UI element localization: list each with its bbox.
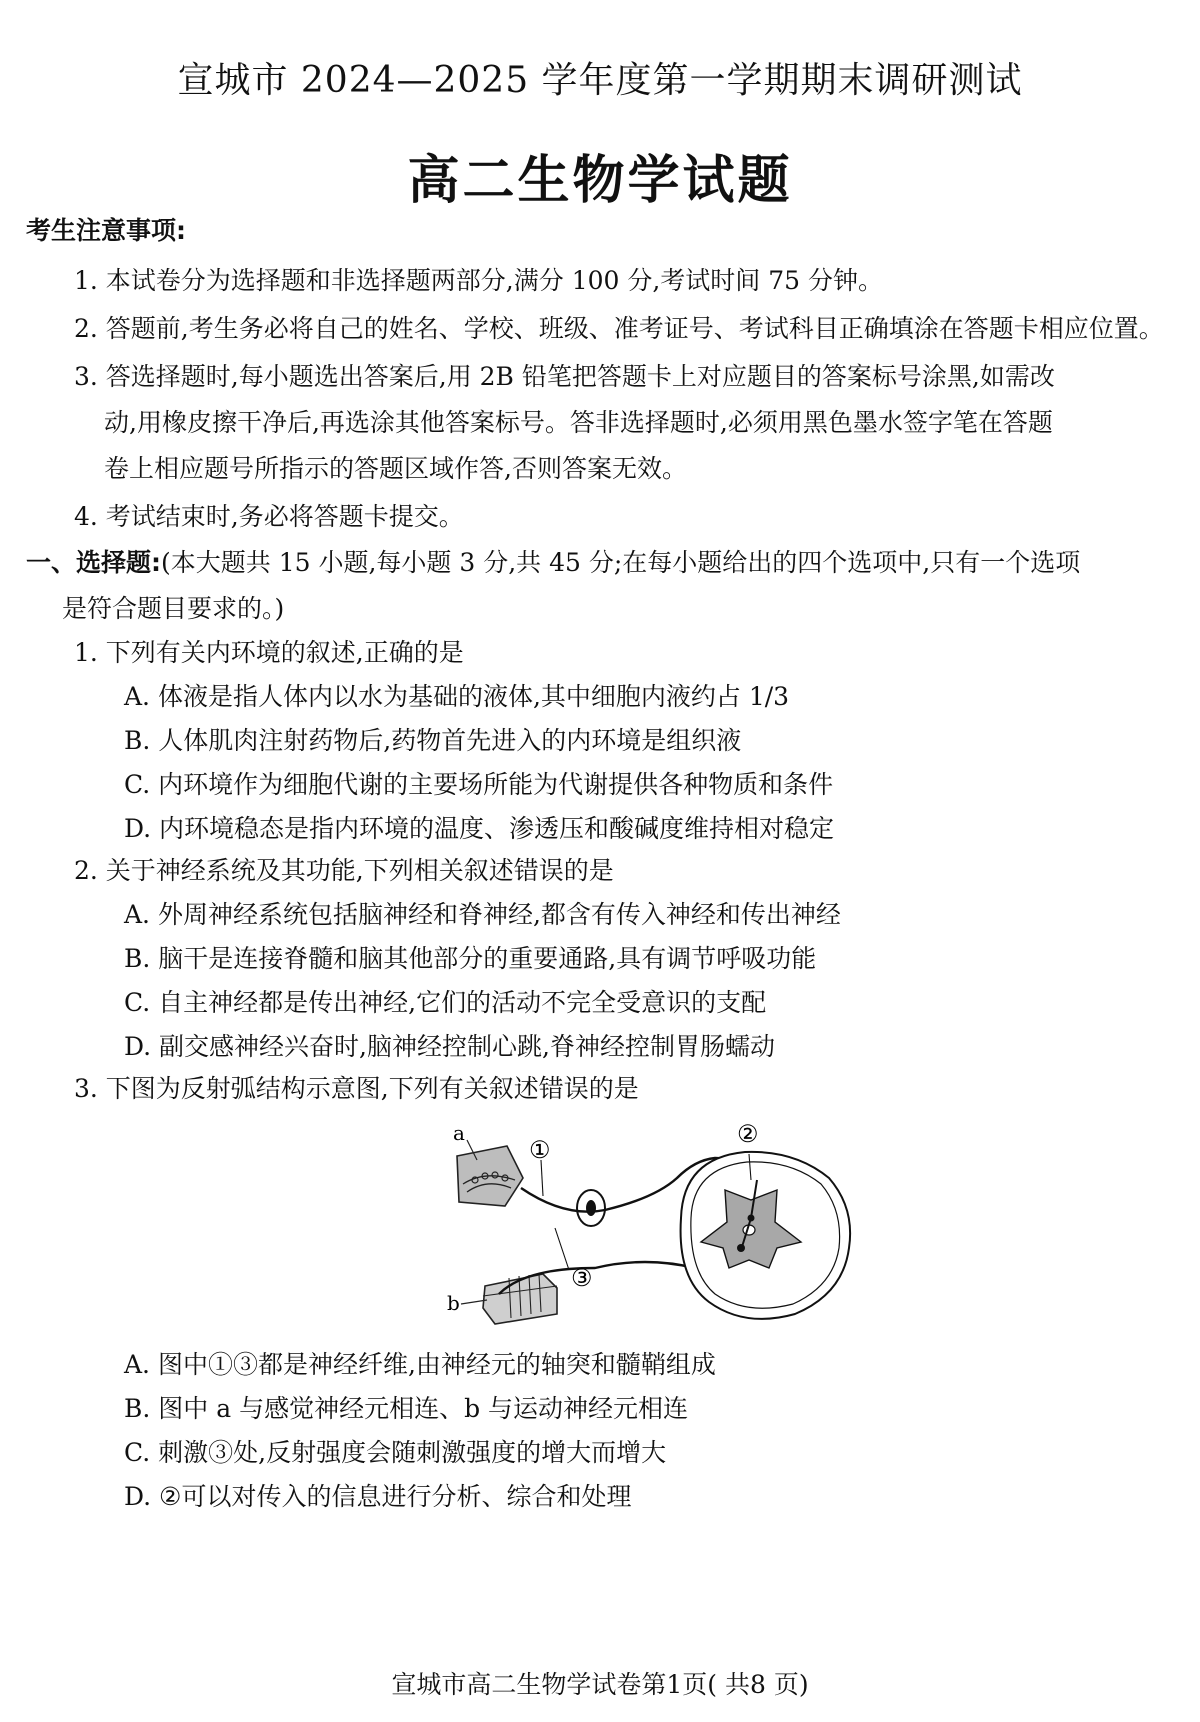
notice-item: 3. 答选择题时,每小题选出答案后,用 2B 铅笔把答题卡上对应题目的答案标号涂黑,如需改 (74, 362, 1055, 391)
question-option: C. 内环境作为细胞代谢的主要场所能为代谢提供各种物质和条件 (124, 770, 834, 799)
notice-item-continued: 动,用橡皮擦干净后,再选涂其他答案标号。答非选择题时,必须用黑色墨水签字笔在答题 (104, 408, 1053, 437)
reflex-arc-figure (445, 1118, 865, 1338)
section-desc-continued: 是符合题目要求的。) (62, 594, 285, 623)
notice-item: 4. 考试结束时,务必将答题卡提交。 (74, 502, 464, 531)
question-option: A. 图中①③都是神经纤维,由神经元的轴突和髓鞘组成 (124, 1350, 716, 1379)
question-option: D. 内环境稳态是指内环境的温度、渗透压和酸碱度维持相对稳定 (124, 814, 835, 843)
notice-item-continued: 卷上相应题号所指示的答题区域作答,否则答案无效。 (104, 454, 687, 483)
label-2: ② (737, 1120, 759, 1148)
section-heading (26, 546, 1080, 580)
label-3: ③ (571, 1264, 593, 1292)
question-option: D. ②可以对传入的信息进行分析、综合和处理 (124, 1482, 632, 1511)
question-stem: 2. 关于神经系统及其功能,下列相关叙述错误的是 (74, 856, 614, 885)
question-stem: 3. 下图为反射弧结构示意图,下列有关叙述错误的是 (74, 1074, 639, 1103)
question-option: B. 图中 a 与感觉神经元相连、b 与运动神经元相连 (124, 1394, 689, 1423)
subject-title: 高二生物学试题 (407, 151, 793, 211)
label-a: a (453, 1121, 465, 1145)
question-option: B. 脑干是连接脊髓和脑其他部分的重要通路,具有调节呼吸功能 (124, 944, 817, 973)
question-option: A. 外周神经系统包括脑神经和脊神经,都含有传入神经和传出神经 (124, 900, 841, 929)
exam-title: 宣城市 2024—2025 学年度第一学期期末调研测试 (177, 60, 1023, 101)
receptor-skin (457, 1146, 523, 1206)
effector-muscle (483, 1274, 557, 1324)
question-option: C. 自主神经都是传出神经,它们的活动不完全受意识的支配 (124, 988, 767, 1017)
question-option: D. 副交感神经兴奋时,脑神经控制心跳,脊神经控制胃肠蠕动 (124, 1032, 775, 1061)
notice-heading: 考生注意事项: (26, 216, 186, 245)
ganglion-body (586, 1200, 596, 1216)
spinal-cord (681, 1152, 851, 1319)
section-desc: (本大题共 15 小题,每小题 3 分,共 45 分;在每小题给出的四个选项中,只有一个选项 (161, 548, 1081, 577)
question-option: C. 刺激③处,反射强度会随刺激强度的增大而增大 (124, 1438, 667, 1467)
page-footer: 宣城市高二生物学试卷第1页( 共8 页) (391, 1670, 809, 1699)
notice-item: 1. 本试卷分为选择题和非选择题两部分,满分 100 分,考试时间 75 分钟。 (74, 266, 884, 295)
label-1: ① (529, 1136, 551, 1164)
section-title: 一、选择题: (26, 548, 161, 577)
question-option: B. 人体肌肉注射药物后,药物首先进入的内环境是组织液 (124, 726, 742, 755)
label-b: b (447, 1291, 460, 1315)
question-stem: 1. 下列有关内环境的叙述,正确的是 (74, 638, 464, 667)
notice-item: 2. 答题前,考生务必将自己的姓名、学校、班级、准考证号、考试科目正确填涂在答题卡相应位置。 (74, 314, 1164, 343)
question-option: A. 体液是指人体内以水为基础的液体,其中细胞内液约占 1/3 (124, 682, 790, 711)
